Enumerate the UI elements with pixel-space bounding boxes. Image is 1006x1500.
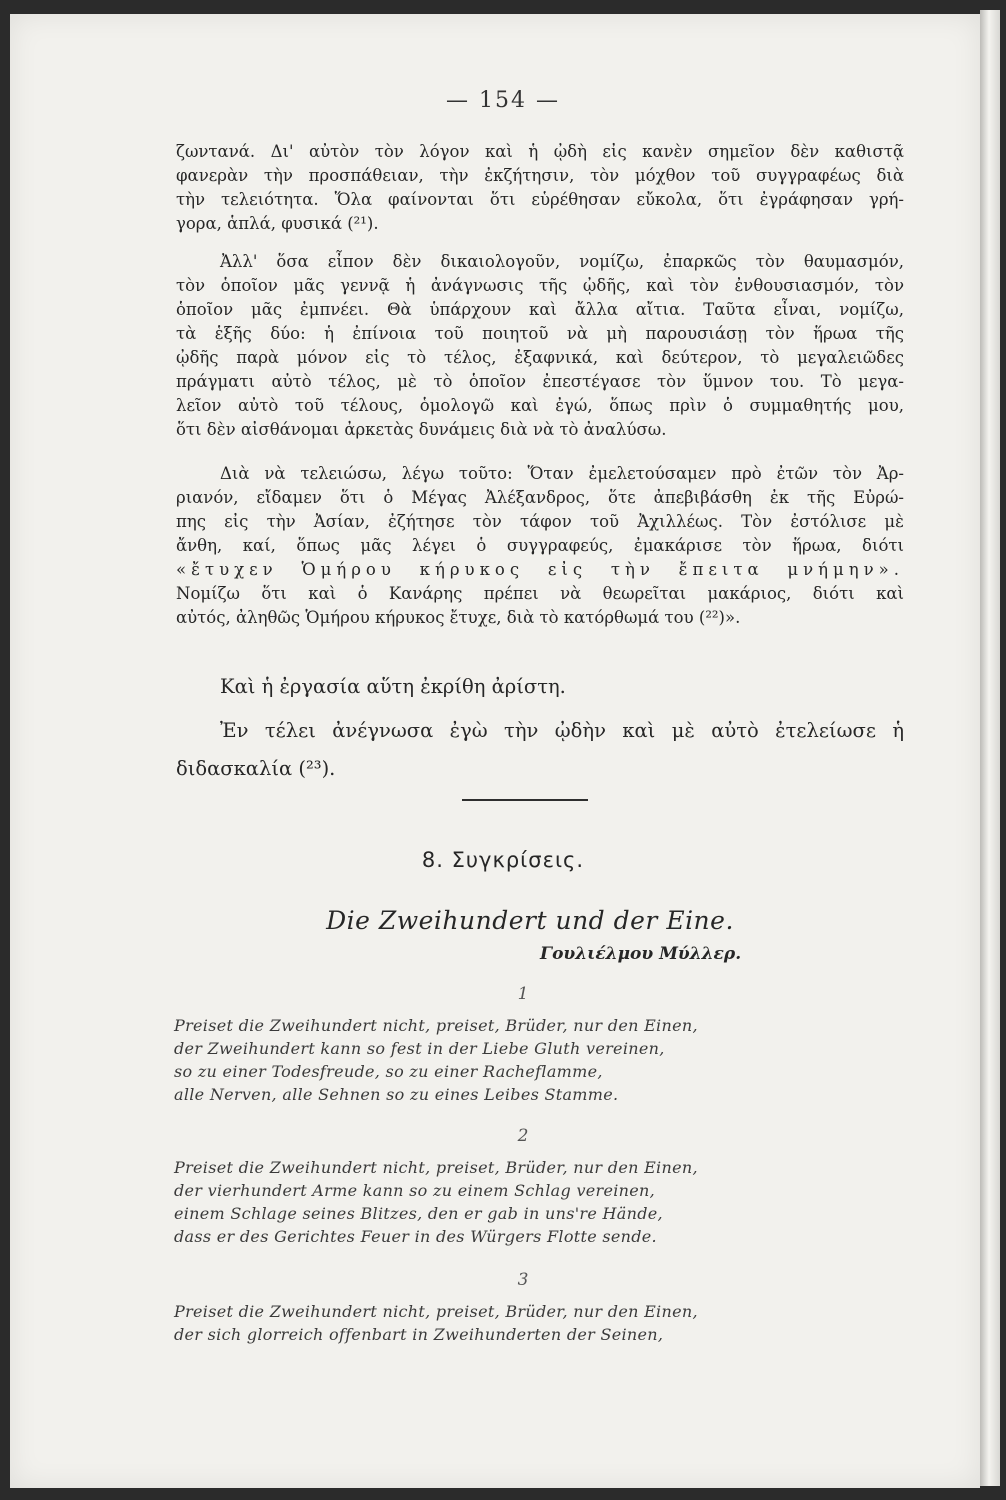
text-line: τὸν ὁποῖον μᾶς γεννᾷ ἡ ἀνάγνωσις τῆς ᾠδῆς, καὶ τὸν ἐνθουσιασμόν, τὸν xyxy=(176,276,904,295)
text-line: τὰ ἑξῆς δύο: ἡ ἐπίνοια τοῦ ποιητοῦ νὰ μὴ παρουσιάσῃ τὸν ἥρωα τῆς xyxy=(176,324,904,343)
poem-author: Γουλιέλμου Μύλλερ. xyxy=(540,944,742,964)
text-line: τὴν τελειότητα. Ὅλα φαίνονται ὅτι εὑρέθησαν εὔκολα, ὅτι ἐγράφησαν γρή- xyxy=(176,190,904,209)
text-line: Ἀλλ' ὅσα εἶπον δὲν δικαιολογοῦν, νομίζω, ἐπαρκῶς τὸν θαυμασμόν, xyxy=(220,252,904,271)
text-line: ᾠδῆς παρὰ μόνον εἰς τὸ τέλος, ἐξαφνικά, καὶ δεύτερον, τὸ μεγαλειῶδες xyxy=(176,348,904,367)
verse-line: Preiset die Zweihundert nicht, preiset, Brüder, nur den Einen, xyxy=(174,1158,698,1177)
text-line: ὁποῖον μᾶς ἐμπνέει. Θὰ ὑπάρχουν καὶ ἄλλα αἴτια. Ταῦτα εἶναι, νομίζω, xyxy=(176,300,904,319)
stanza-2 xyxy=(174,1156,914,1248)
text-line: ὅτι δὲν αἰσθάνομαι ἀρκετὰς δυνάμεις διὰ νὰ τὸ ἀναλύσω. xyxy=(176,420,667,439)
text-line: ζωντανά. Δι' αὐτὸν τὸν λόγον καὶ ἡ ᾠδὴ εἰς κανὲν σημεῖον δὲν καθιστᾷ xyxy=(176,142,904,161)
verse-line: Preiset die Zweihundert nicht, preiset, Brüder, nur den Einen, xyxy=(174,1016,698,1035)
text-line: πης εἰς τὴν Ἀσίαν, ἐζήτησε τὸν τάφον τοῦ Ἀχιλλέως. Τὸν ἐστόλισε μὲ xyxy=(176,512,904,531)
verse-line: dass er des Gerichtes Feuer in des Würgers Flotte sende. xyxy=(174,1227,657,1246)
closing-text xyxy=(176,668,904,788)
closing-line: Καὶ ἡ ἐργασία αὕτη ἐκρίθη ἀρίστη. xyxy=(220,675,566,698)
page-number: — 154 — xyxy=(446,88,560,113)
stanza-number: 2 xyxy=(517,1126,529,1146)
poem-title: Die Zweihundert und der Eine. xyxy=(326,906,734,935)
text-line: Νομίζω ὅτι καὶ ὁ Κανάρης πρέπει νὰ θεωρεῖται μακάριος, διότι καὶ xyxy=(176,584,904,603)
stanza-number: 1 xyxy=(517,984,529,1004)
page-edge xyxy=(980,10,1000,1486)
paragraph-1 xyxy=(176,140,904,236)
verse-line: der sich glorreich offenbart in Zweihunderten der Seinen, xyxy=(174,1325,664,1344)
text-line: αὐτός, ἀληθῶς Ὁμήρου κήρυκος ἔτυχε, διὰ τὸ κατόρθωμά του (²²)». xyxy=(176,608,741,627)
closing-line: διδασκαλία (²³). xyxy=(176,757,336,780)
verse-line: alle Nerven, alle Sehnen so zu eines Leibes Stamme. xyxy=(174,1085,619,1104)
verse-line: so zu einer Todesfreude, so zu einer Racheflamme, xyxy=(174,1062,603,1081)
verse-line: einem Schlage seines Blitzes, den er gab in uns're Hände, xyxy=(174,1204,663,1223)
verse-line: Preiset die Zweihundert nicht, preiset, Brüder, nur den Einen, xyxy=(174,1302,698,1321)
verse-line: der vierhundert Arme kann so zu einem Schlag vereinen, xyxy=(174,1181,656,1200)
section-divider xyxy=(462,799,588,801)
text-line: Διὰ νὰ τελειώσω, λέγω τοῦτο: Ὅταν ἐμελετούσαμεν πρὸ ἐτῶν τὸν Ἀρ- xyxy=(220,464,904,483)
verse-line: der Zweihundert kann so fest in der Liebe Gluth vereinen, xyxy=(174,1039,665,1058)
paragraph-3 xyxy=(176,462,904,630)
stanza-3 xyxy=(174,1300,914,1346)
stanza-number: 3 xyxy=(517,1270,529,1290)
closing-line: Ἐν τέλει ἀνέγνωσα ἐγὼ τὴν ᾠδὴν καὶ μὲ αὐτὸ ἐτελείωσε ἡ xyxy=(220,719,904,742)
text-line: ριανόν, εἴδαμεν ὅτι ὁ Μέγας Ἀλέξανδρος, ὅτε ἀπεβιβάσθη ἐκ τῆς Εὐρώ- xyxy=(176,488,904,507)
text-line: πράγματι αὐτὸ τέλος, μὲ τὸ ὁποῖον ἐπεστέγασε τὸν ὕμνον του. Τὸ μεγα- xyxy=(176,372,904,391)
text-line: γορα, ἁπλά, φυσικά (²¹). xyxy=(176,214,379,233)
text-line-spaced: «ἔτυχεν Ὁμήρου κήρυκος εἰς τὴν ἔπειτα μνήμην». xyxy=(176,560,904,579)
text-line: ἄνθη, καί, ὅπως μᾶς λέγει ὁ συγγραφεύς, ἐμακάρισε τὸν ἥρωα, διότι xyxy=(176,536,904,555)
text-line: φανερὰν τὴν προσπάθειαν, τὴν ἐκζήτησιν, τὸν μόχθον τοῦ συγγραφέως διὰ xyxy=(176,166,904,185)
section-heading: 8. Συγκρίσεις. xyxy=(421,848,585,872)
text-line: λεῖον αὐτὸ τοῦ τέλους, ὁμολογῶ καὶ ἐγώ, ὅπως πρὶν ὁ συμμαθητής μου, xyxy=(176,396,904,415)
paragraph-2 xyxy=(176,250,904,442)
stanza-1 xyxy=(174,1014,914,1106)
